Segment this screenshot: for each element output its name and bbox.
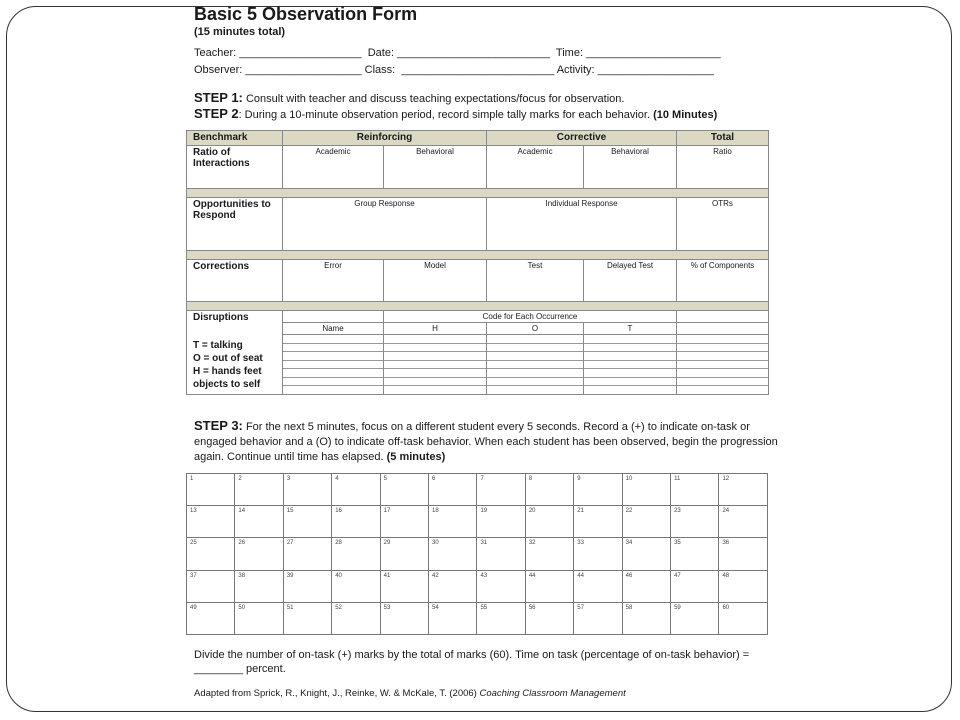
grid-cell[interactable]	[574, 570, 622, 602]
grid-cell-number: 15	[286, 508, 294, 515]
ratio-academic-corrective[interactable]: Academic	[487, 146, 584, 189]
grid-cell[interactable]	[235, 538, 283, 570]
grid-row	[187, 506, 768, 538]
disruptions-label: Disruptions	[193, 312, 249, 323]
corrections-test[interactable]: Test	[487, 260, 584, 302]
separator-row	[187, 302, 769, 311]
grid-cell[interactable]	[719, 602, 768, 634]
grid-cell-number: 44	[577, 572, 584, 579]
grid-cell[interactable]	[622, 506, 670, 538]
grid-cell-number: 23	[674, 508, 681, 515]
grid-cell[interactable]	[477, 506, 525, 538]
grid-cell[interactable]	[380, 506, 428, 538]
grid-cell-number: 28	[335, 540, 342, 547]
credit-line	[194, 688, 626, 699]
ratio-row	[187, 146, 769, 189]
grid-cell[interactable]	[187, 474, 235, 506]
corrections-delayed[interactable]: Delayed Test	[584, 260, 677, 302]
grid-cell[interactable]	[477, 474, 525, 506]
grid-cell[interactable]	[574, 506, 622, 538]
tally-table	[186, 130, 769, 395]
grid-cell[interactable]	[622, 538, 670, 570]
corrections-model[interactable]: Model	[384, 260, 487, 302]
grid-cell[interactable]	[719, 570, 768, 602]
grid-cell[interactable]	[187, 602, 235, 634]
disruptions-t: T	[584, 323, 677, 335]
tally-lines-name[interactable]	[283, 335, 384, 395]
grid-cell[interactable]	[719, 538, 768, 570]
grid-cell-number: 26	[238, 540, 246, 547]
grid-cell-number: 33	[577, 540, 584, 547]
step2-duration: (10 Minutes)	[653, 109, 718, 121]
grid-cell[interactable]	[671, 570, 719, 602]
grid-cell-number: 42	[432, 572, 439, 579]
grid-cell[interactable]	[283, 570, 331, 602]
grid-row	[187, 602, 768, 634]
ratio-label: Ratio of Interactions	[187, 146, 283, 189]
grid-cell-number: 60	[722, 604, 730, 611]
disruptions-cell	[187, 311, 283, 395]
grid-cell-number: 4	[335, 476, 339, 482]
grid-cell[interactable]	[380, 602, 428, 634]
grid-cell-number: 31	[480, 540, 488, 547]
disruptions-h: H	[384, 323, 487, 335]
grid-cell-number: 11	[674, 476, 681, 482]
grid-cell-number: 59	[674, 604, 681, 611]
grid-cell[interactable]	[477, 602, 525, 634]
tally-lines-o[interactable]	[487, 335, 584, 395]
grid-cell-number: 6	[432, 476, 436, 482]
grid-cell[interactable]	[574, 474, 622, 506]
separator-row	[187, 189, 769, 198]
grid-cell[interactable]	[283, 506, 331, 538]
grid-cell[interactable]	[477, 570, 525, 602]
grid-cell-number: 8	[528, 476, 533, 482]
grid-cell[interactable]	[187, 570, 235, 602]
grid-cell[interactable]	[719, 474, 768, 506]
grid-row	[187, 474, 768, 506]
grid-cell-number: 10	[625, 476, 633, 482]
grid-cell-number: 37	[190, 572, 197, 579]
step2-text: : During a 10-minute observation period, record simple tally marks for each behavior.	[238, 109, 654, 121]
grid-cell[interactable]	[332, 538, 380, 570]
disruptions-extra	[677, 323, 769, 335]
grid-cell[interactable]	[380, 538, 428, 570]
grid-cell-number: 38	[238, 572, 246, 579]
grid-cell-number: 36	[722, 540, 730, 547]
ratio-academic[interactable]: Academic	[283, 146, 384, 189]
grid-cell-number: 16	[335, 508, 342, 515]
grid-cell[interactable]	[429, 570, 477, 602]
disruptions-o: O	[487, 323, 584, 335]
disruptions-name-blank	[283, 311, 384, 323]
grid-row	[187, 570, 768, 602]
grid-cell[interactable]	[671, 474, 719, 506]
grid-cell-number: 18	[432, 508, 439, 515]
tally-lines-total[interactable]	[677, 335, 769, 395]
grid-cell[interactable]	[477, 538, 525, 570]
grid-cell-number: 41	[383, 572, 391, 579]
step3-duration: (5 minutes)	[386, 451, 446, 463]
disruptions-code-header: Code for Each Occurrence	[384, 311, 677, 323]
disruptions-name: Name	[283, 323, 384, 335]
grid-cell[interactable]	[380, 474, 428, 506]
grid-cell[interactable]	[574, 538, 622, 570]
credit-book-title: Coaching Classroom Management	[479, 688, 626, 699]
grid-cell[interactable]	[187, 538, 235, 570]
grid-cell-number: 1	[190, 476, 194, 482]
grid-row	[187, 538, 768, 570]
header-corrective: Corrective	[487, 131, 677, 146]
observation-grid	[186, 473, 768, 635]
grid-cell[interactable]	[525, 506, 573, 538]
grid-cell-number: 52	[335, 604, 342, 611]
grid-cell[interactable]	[235, 506, 283, 538]
grid-cell[interactable]	[235, 474, 283, 506]
tally-lines-t[interactable]	[584, 335, 677, 395]
grid-cell[interactable]	[332, 570, 380, 602]
grid-cell[interactable]	[622, 474, 670, 506]
form-title: Basic 5 Observation Form	[194, 4, 418, 24]
info-line-observer: Observer: ___________________ Class: _________________________ Activity: ___________________	[194, 64, 714, 76]
grid-cell-number: 55	[480, 604, 488, 611]
grid-cell-number: 12	[722, 476, 730, 482]
grid-cell[interactable]	[429, 538, 477, 570]
otr-row	[187, 198, 769, 251]
grid-cell-number: 13	[190, 508, 197, 515]
grid-cell-number: 58	[625, 604, 633, 611]
otr-group[interactable]: Group Response	[283, 198, 487, 251]
grid-cell-number: 34	[625, 540, 633, 547]
grid-cell-number: 3	[286, 476, 291, 482]
otr-label: Opportunities to Respond	[187, 198, 283, 251]
separator-row	[187, 251, 769, 260]
ratio-total[interactable]: Ratio	[677, 146, 769, 189]
corrections-error[interactable]: Error	[283, 260, 384, 302]
step3-text: For the next 5 minutes, focus on a different student every 5 seconds. Record a (+) to indicate on-task or engaged behavior and a (O) to indicate off-task behavior. When each student has been observed, begin the progression again. Continue until time has elapsed.	[194, 421, 778, 463]
grid-cell-number: 53	[383, 604, 391, 611]
step3-label: STEP 3:	[194, 418, 243, 433]
info-line-teacher: Teacher: ____________________ Date: _________________________ Time: ______________________	[194, 47, 721, 59]
ratio-behavioral[interactable]: Behavioral	[384, 146, 487, 189]
grid-cell-number: 49	[190, 604, 197, 611]
disruptions-row	[187, 311, 769, 323]
header-benchmark: Benchmark	[187, 131, 283, 146]
key-hands-feet: H = hands feet objects to self	[193, 366, 262, 390]
grid-cell[interactable]	[187, 506, 235, 538]
tally-lines-h[interactable]	[384, 335, 487, 395]
header-total: Total	[677, 131, 769, 146]
grid-cell[interactable]	[283, 474, 331, 506]
grid-cell[interactable]	[671, 602, 719, 634]
grid-cell-number: 50	[238, 604, 246, 611]
grid-cell-number: 17	[383, 508, 391, 515]
grid-cell-number: 24	[722, 508, 730, 515]
grid-cell-number: 19	[480, 508, 488, 515]
grid-cell[interactable]	[235, 602, 283, 634]
divide-instructions: Divide the number of on-task (+) marks by the total of marks (60). Time on task (percentage of on-task behavior) = ________ percent.	[194, 649, 750, 675]
otr-total[interactable]: OTRs	[677, 198, 769, 251]
step3	[194, 418, 784, 465]
grid-cell[interactable]	[332, 506, 380, 538]
grid-cell[interactable]	[671, 538, 719, 570]
grid-cell-number: 5	[383, 476, 387, 482]
table-header-row	[187, 131, 769, 146]
grid-cell[interactable]	[574, 602, 622, 634]
grid-cell-number: 40	[335, 572, 342, 579]
grid-cell-number: 22	[625, 508, 633, 515]
grid-cell-number: 25	[190, 540, 197, 547]
grid-cell[interactable]	[380, 570, 428, 602]
otr-individual[interactable]: Individual Response	[487, 198, 677, 251]
corrections-row	[187, 260, 769, 302]
grid-cell[interactable]	[622, 602, 670, 634]
grid-cell[interactable]	[525, 602, 573, 634]
grid-cell[interactable]	[332, 602, 380, 634]
grid-cell-number: 35	[674, 540, 681, 547]
grid-cell[interactable]	[671, 506, 719, 538]
grid-cell-number: 39	[286, 572, 294, 579]
grid-cell[interactable]	[525, 570, 573, 602]
grid-cell-number: 21	[577, 508, 584, 515]
grid-cell[interactable]	[622, 570, 670, 602]
step2	[194, 106, 717, 121]
grid-cell-number: 43	[480, 572, 488, 579]
grid-cell-number: 27	[286, 540, 294, 547]
grid-cell-number: 32	[528, 540, 536, 547]
grid-cell[interactable]	[429, 602, 477, 634]
grid-cell-number: 56	[528, 604, 536, 611]
grid-cell-number: 51	[286, 604, 294, 611]
grid-cell[interactable]	[429, 506, 477, 538]
step1-label: STEP 1:	[194, 90, 243, 105]
grid-cell-number: 7	[480, 476, 484, 482]
grid-cell-number: 29	[383, 540, 391, 547]
grid-cell[interactable]	[525, 474, 573, 506]
grid-cell-number: 48	[722, 572, 730, 579]
form-subtitle: (15 minutes total)	[194, 26, 286, 38]
grid-cell-number: 54	[432, 604, 439, 611]
grid-cell-number: 30	[432, 540, 439, 547]
step2-label: STEP 2	[194, 106, 239, 121]
grid-cell[interactable]	[235, 570, 283, 602]
grid-cell-number: 20	[528, 508, 536, 515]
grid-cell-number: 44	[528, 572, 536, 579]
corrections-label: Corrections	[187, 260, 283, 302]
key-talking: T = talking	[193, 340, 243, 351]
disruption-key	[193, 339, 280, 391]
key-out-of-seat: O = out of seat	[193, 353, 263, 364]
grid-cell-number: 2	[238, 476, 242, 482]
grid-cell-number: 47	[674, 572, 681, 579]
step1-text: Consult with teacher and discuss teaching expectations/focus for observation.	[242, 93, 625, 105]
grid-cell-number: 14	[238, 508, 246, 515]
grid-cell[interactable]	[332, 474, 380, 506]
grid-cell[interactable]	[525, 538, 573, 570]
grid-cell[interactable]	[719, 506, 768, 538]
grid-cell-number: 46	[625, 572, 633, 579]
grid-cell-number: 9	[577, 476, 581, 482]
credit-text: Adapted from Sprick, R., Knight, J., Reinke, W. & McKale, T. (2006)	[194, 688, 480, 699]
grid-cell-number: 57	[577, 604, 584, 611]
grid-cell[interactable]	[283, 538, 331, 570]
corrections-total[interactable]: % of Components	[677, 260, 769, 302]
disruptions-total-blank	[677, 311, 769, 323]
header-reinforcing: Reinforcing	[283, 131, 487, 146]
ratio-behavioral-corrective[interactable]: Behavioral	[584, 146, 677, 189]
step1	[194, 90, 624, 105]
grid-cell[interactable]	[429, 474, 477, 506]
grid-cell[interactable]	[283, 602, 331, 634]
